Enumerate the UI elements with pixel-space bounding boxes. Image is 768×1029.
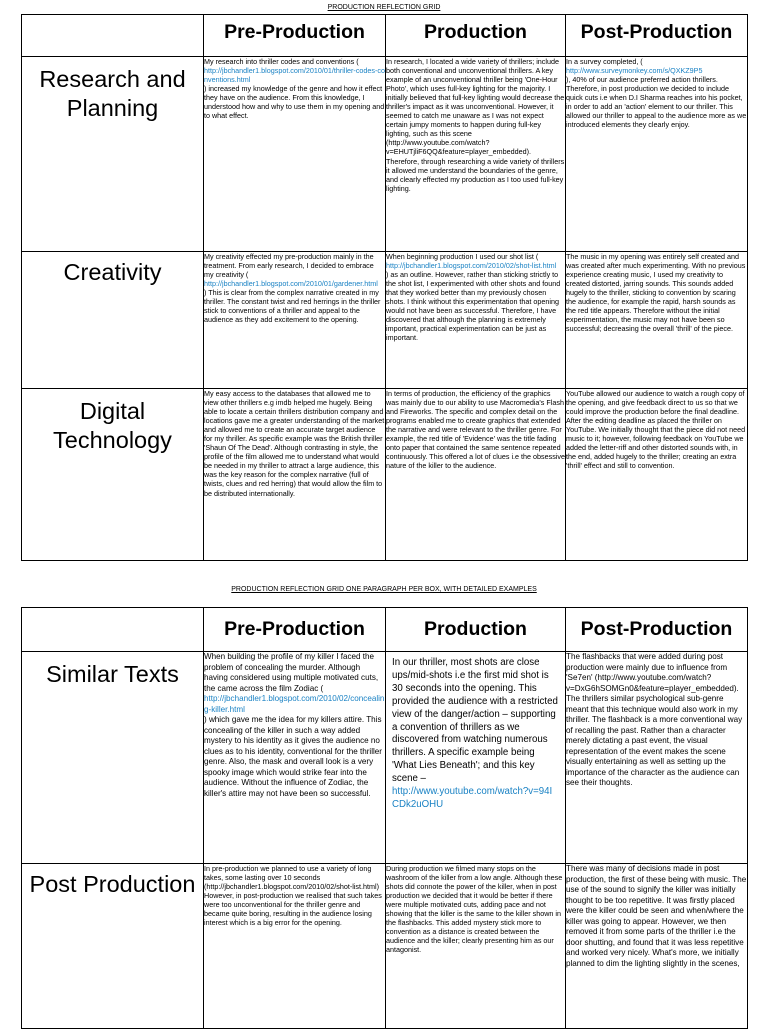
reflection-grid-2 xyxy=(21,607,748,1029)
grid1-title: PRODUCTION REFLECTION GRID xyxy=(327,4,441,11)
cell-pre: When building the profile of my killer I faced the problem of concealing the murder. Although having considered using multiple motivated cuts, the came across the film Zodiac ( http://jbchandler1.blogspot.com/2010/02/concealing-killer.html ) which gave me the idea for my killers attire. This concealing of the killer in such a way added mystery to his identity as it gives the audience no clues as to his identity, conventional for the thriller genre. Also, the mask and overall look is a very spooky image which would strike fear into the audience. Without the influence of Zodiac, the killer's attire may not have been so successful. xyxy=(204,652,386,864)
link[interactable]: http://jbchandler1.blogspot.com/2010/02/concealing-killer.html xyxy=(204,694,385,714)
row-label-similar-texts: Similar Texts xyxy=(22,652,204,864)
table-row xyxy=(22,652,748,864)
cell-pre: In pre-production we planned to use a variety of long takes, some lasting over 10 seconds (http://jbchandler1.blogspot.com/2010/02/shot-list.html) However, in post-production we realised that such takes were too unconventional for the thriller genre and became quite boring, resulting in the audience losing interest which is a big error for the opening. xyxy=(204,864,386,1029)
grid2-title: PRODUCTION REFLECTION GRID ONE PARAGRAPH PER BOX, WITH DETAILED EXAMPLES xyxy=(231,586,537,593)
link[interactable]: http://jbchandler1.blogspot.com/2010/02/shot-list.html xyxy=(386,261,557,271)
cell-pre: My creativity effected my pre-production mainly in the treatment. From early research, I decided to embrace my creativity ( http://jbchandler1.blogspot.com/2010/01/gardener.html ) This is clear from the complex narrative created in my thriller. The constant twist and red herrings in the thriller stick to conventions of a thriller and appeal to the audience as they add excitement to the opening. xyxy=(204,252,386,389)
cell-post: The music in my opening was entirely self created and was created after much experimenting. With no previous experience creating music, I used my creativity to created distorted, jarring sounds. This sounds added hugely to the thriller, sticking to convention by scaring the audience, for example the rapid, harsh sounds as the red title appears. Therefore without the initial experimentation, the music may not have been so successful; decreasing the overall 'thrill' of the piece. xyxy=(566,252,748,389)
link[interactable]: http://jbchandler1.blogspot.com/2010/01/gardener.html xyxy=(204,279,378,289)
row-label-research-planning: Research and Planning xyxy=(22,57,204,252)
row-label-post-production: Post Production xyxy=(22,864,204,1029)
cell-pre: My research into thriller codes and conventions ( http://jbchandler1.blogspot.com/2010/01/thriller-codes-conventions.html ) increased my knowledge of the genre and how it effect they have on the audience. From this knowledge, I understood how and why to use them in my opening and to what effect. xyxy=(204,57,386,252)
header-row xyxy=(22,608,748,652)
header-pre-production: Pre-Production xyxy=(204,15,386,57)
header-pre-production: Pre-Production xyxy=(204,608,386,652)
cell-production: During production we filmed many stops on the washroom of the killer from a low angle. Although these shots did connote the power of the killer, when in post production we decided that it would be better if there were multiple motivated cuts, adding pace and not showing that the killer is the same to the killer shown in the flashbacks. This added mystery stick more to convention as a distance is created between the audience and the killer; clearly presenting him as our antagonist. xyxy=(386,864,566,1029)
header-post-production: Post-Production xyxy=(566,15,748,57)
cell-post: In a survey completed, ( http://www.surveymonkey.com/s/QXKZ9P5 ), 40% of our audience preferred action thrillers. Therefore, in post production we decided to include quick cuts i.e when D.I Sharma reaches into his pocket, in order to add an 'action' element to our thriller. This allowed our thriller to appeal to the audience more as we introduced elements they clearly enjoy. xyxy=(566,57,748,252)
link[interactable]: http://jbchandler1.blogspot.com/2010/01/thriller-codes-conventions.html xyxy=(204,66,385,85)
reflection-grid-1 xyxy=(21,14,748,561)
header-post-production: Post-Production xyxy=(566,608,748,652)
header-production: Production xyxy=(386,608,566,652)
header-row xyxy=(22,15,748,57)
cell-production: In terms of production, the efficiency of the graphics was mainly due to our ability to use Macromedia's Flash and Fireworks. The specific and complex detail on the programs enabled me to create graphics that extended the narrative and were relevant to the thriller genre. For example, the red title of 'Evidence' was the title fading onto paper that contained the same sentence repeated continuously. This offered a lot of clues i.e the obsessive nature of the killer to the audience. xyxy=(386,389,566,561)
cell-production: In research, I located a wide variety of thrillers; include both conventional and unconventional thrillers. A key example of an unconventional thriller being 'One-Hour Photo', which uses full-key lighting for the majority. I initially believed that full-key lighting would decrease the thriller's impact as it was unconventional. However, it seemed to catch me unaware as I was not expect certain jumpy moments to happen during full-key lighting, such as this scene (http://www.youtube.com/watch?v=EHUTjliF6QQ&feature=player_embedded). Therefore, through researching a wide variety of thrillers it allowed me understand the boundaries of the genre, and clearly effected my production as I too used full-key lighting. xyxy=(386,57,566,252)
cell-production: In our thriller, most shots are close ups/mid-shots i.e the first mid shot is 30 seconds into the opening. This provided the audience with a restricted view of the danger/action – supporting a convention of thrillers as we discovered from watching numerous thrillers. A specific example being 'What Lies Beneath'; and this key scene – http://www.youtube.com/watch?v=94ICDk2uOHU xyxy=(386,652,566,864)
cell-production: When beginning production I used our shot list ( http://jbchandler1.blogspot.com/2010/02/shot-list.html ) as an outline. However, rather than sticking strictly to the shot list, I experimented with other shots and found that they worked better than my previously chosen shots. I think without this experimentation that opening would not have been as successful. Therefore, I have discovered that although the planning is extremely important, practical experimentation can be just as important. xyxy=(386,252,566,389)
table-row xyxy=(22,864,748,1029)
cell-post: There was many of decisions made in post production, the first of these being with music. The use of the sound to signify the killer was initially thought to be too repetitive. It was firstly placed were the killer could be seen and when/where the killer was going to appear. However, we then removed it from some parts of the thriller i.e the door shutting, and found that it was less repetitive and worked very nicely. What's more, we initially planned to dim the lighting slightly in the scenes, xyxy=(566,864,748,1029)
corner-cell xyxy=(22,15,204,57)
table-row xyxy=(22,57,748,252)
link[interactable]: http://www.surveymonkey.com/s/QXKZ9P5 xyxy=(566,66,703,76)
cell-post: YouTube allowed our audience to watch a rough copy of the opening, and give feedback direct to us so that we could improve the production before the final deadline. After the editing deadline as placed the thriller on YouTube. We initially thought that the piece did not need music to it; however, following feedback on YouTube we added the letter-riff and other distorted sounds with, in the end, added hugely to the thriller; creating an extra 'thrill' effect and still to convention. xyxy=(566,389,748,561)
row-label-digital-technology: Digital Technology xyxy=(22,389,204,561)
cell-pre: My easy access to the databases that allowed me to view other thrillers e.g imdb helped me hugely. Being able to locate a certain thrillers distribution company and locations gave me a greater understanding of the market and allowed me to create an accurate target audience for my thriller. As specific example was the British thriller 'Shaun Of The Dead'. Although contrasting in style, the profile of the film allowed me to understand what would be needed in my thriller to attract a large audience, this was the key reason for the complex narrative (full of twists, clues and red herring) that would allow the film to be distributed internationally. xyxy=(204,389,386,561)
corner-cell xyxy=(22,608,204,652)
cell-post: The flashbacks that were added during post production were mainly due to influence from 'Se7en' (http://www.youtube.com/watch?v=DxG6hSOMGn0&feature=player_embedded). The thrillers similar psychological sub-genre meant that this technique would also work in my thriller. The flashback is a more conventional way of recalling the past. Rather than a character merely dictating a past event, the visual representation of the event makes the scene visually entertaining as well as setting up the importance of the character as the audience can see their thoughts. xyxy=(566,652,748,864)
row-label-creativity: Creativity xyxy=(22,252,204,389)
link[interactable]: http://www.youtube.com/watch?v=94ICDk2uOHU xyxy=(392,786,553,810)
header-production: Production xyxy=(386,15,566,57)
table-row xyxy=(22,389,748,561)
table-row xyxy=(22,252,748,389)
